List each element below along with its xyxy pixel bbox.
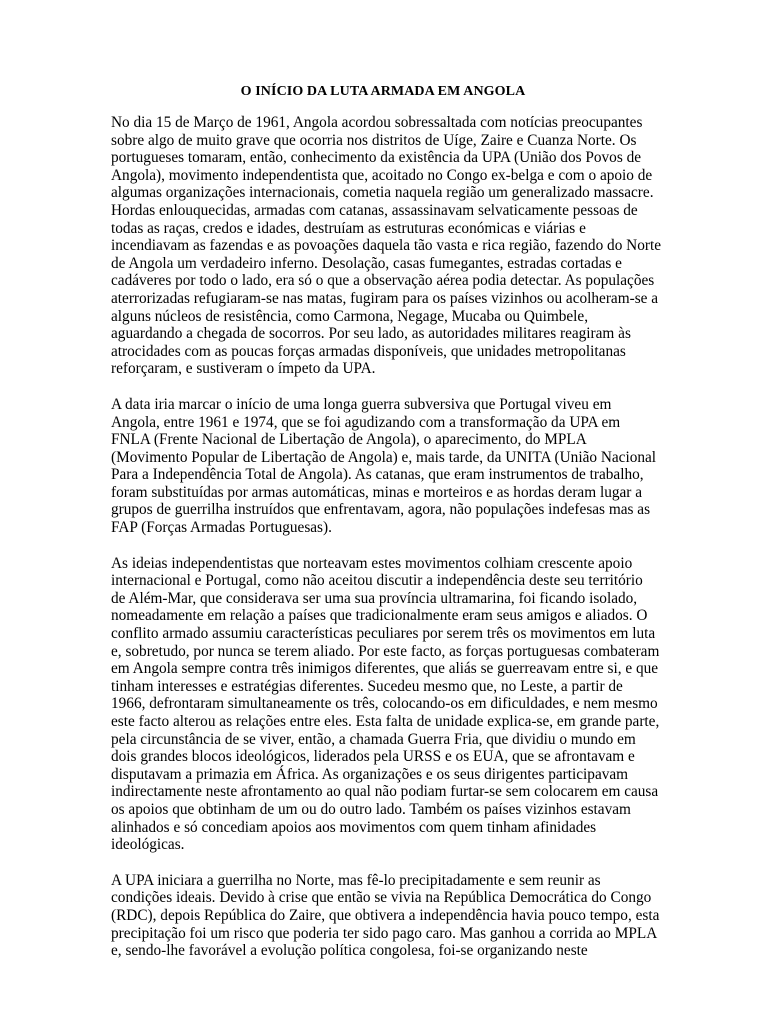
document-title: O INÍCIO DA LUTA ARMADA EM ANGOLA bbox=[240, 84, 526, 99]
paragraph-3: As ideias independentistas que norteavam estes movimentos colhiam crescente apoio internacional e Portugal, como não aceitou discutir a independência deste seu território de Além-Mar, que considerava ser uma sua província ultramarina, foi ficando isolado, nomeadamente em relação a países que tradicionalmente eram seus amigos e aliados. O conflito armado assumiu características peculiares por serem três os movimentos em luta e, sobretudo, por nunca se terem aliado. Por este facto, as forças portuguesas combateram em Angola sempre contra três inimigos diferentes, que aliás se guerreavam entre si, e que tinham interesses e estratégias diferentes. Sucedeu mesmo que, no Leste, a partir de 1966, defrontaram simultaneamente os três, colocando-os em dificuldades, e nem mesmo este facto alterou as relações entre eles. Esta falta de unidade explica-se, em grande parte, pela circunstância de se viver, então, a chamada Guerra Fria, que dividiu o mundo em dois grandes blocos ideológicos, liderados pela URSS e os EUA, que se afrontavam e disputavam a primazia em África. As organizações e os seus dirigentes participavam indirectamente neste afrontamento ao qual não podiam furtar-se sem colocarem em causa os apoios que obtinham de um ou do outro lado. Também os países vizinhos estavam alinhados e só concediam apoios aos movimentos com quem tinham afinidades ideológicas. bbox=[111, 554, 660, 854]
paragraph-1: No dia 15 de Março de 1961, Angola acordou sobressaltada com notícias preocupantes sobre algo de muito grave que ocorria nos distritos de Uíge, Zaire e Cuanza Norte. Os portugueses tomaram, então, conhecimento da existência da UPA (União dos Povos de Angola), movimento independentista que, acoitado no Congo ex-belga e com o apoio de algumas organizações internacionais, cometia naquela região um generalizado massacre. Hordas enlouquecidas, armadas com catanas, assassinavam selvaticamente pessoas de todas as raças, credos e idades, destruíam as estruturas económicas e viárias e incendiavam as fazendas e as povoações daquela tão vasta e rica região, fazendo do Norte de Angola um verdadeiro inferno. Desolação, casas fumegantes, estradas cortadas e cadáveres por todo o lado, era só o que a observação aérea podia detectar. As populações aterrorizadas refugiaram-se nas matas, fugiram para os países vizinhos ou acolheram-se a alguns núcleos de resistência, como Carmona, Negage, Mucaba ou Quimbele, aguardando a chegada de socorros. Por seu lado, as autoridades militares reagiram às atrocidades com as poucas forças armadas disponíveis, que unidades metropolitanas reforçaram, e sustiveram o ímpeto da UPA. bbox=[111, 114, 662, 378]
paragraph-4: A UPA iniciara a guerrilha no Norte, mas fê-lo precipitadamente e sem reunir as condições ideais. Devido à crise que então se vivia na República Democrática do Congo (RDC), depois República do Zaire, que obtivera a independência havia pouco tempo, esta precipitação foi um risco que poderia ter sido pago caro. Mas ganhou a corrida ao MPLA e, sendo-lhe favorável a evolução política congolesa, foi-se organizando neste bbox=[111, 871, 660, 960]
paragraph-2: A data iria marcar o início de uma longa guerra subversiva que Portugal viveu em Angola, entre 1961 e 1974, que se foi agudizando com a transformação da UPA em FNLA (Frente Nacional de Libertação de Angola), o aparecimento, do MPLA (Movimento Popular de Libertação de Angola) e, mais tarde, da UNITA (União Nacional Para a Independência Total de Angola). As catanas, que eram instrumentos de trabalho, foram substituídas por armas automáticas, minas e morteiros e as hordas deram lugar a grupos de guerrilha instruídos que enfrentavam, agora, não populações indefesas mas as FAP (Forças Armadas Portuguesas). bbox=[111, 395, 657, 537]
